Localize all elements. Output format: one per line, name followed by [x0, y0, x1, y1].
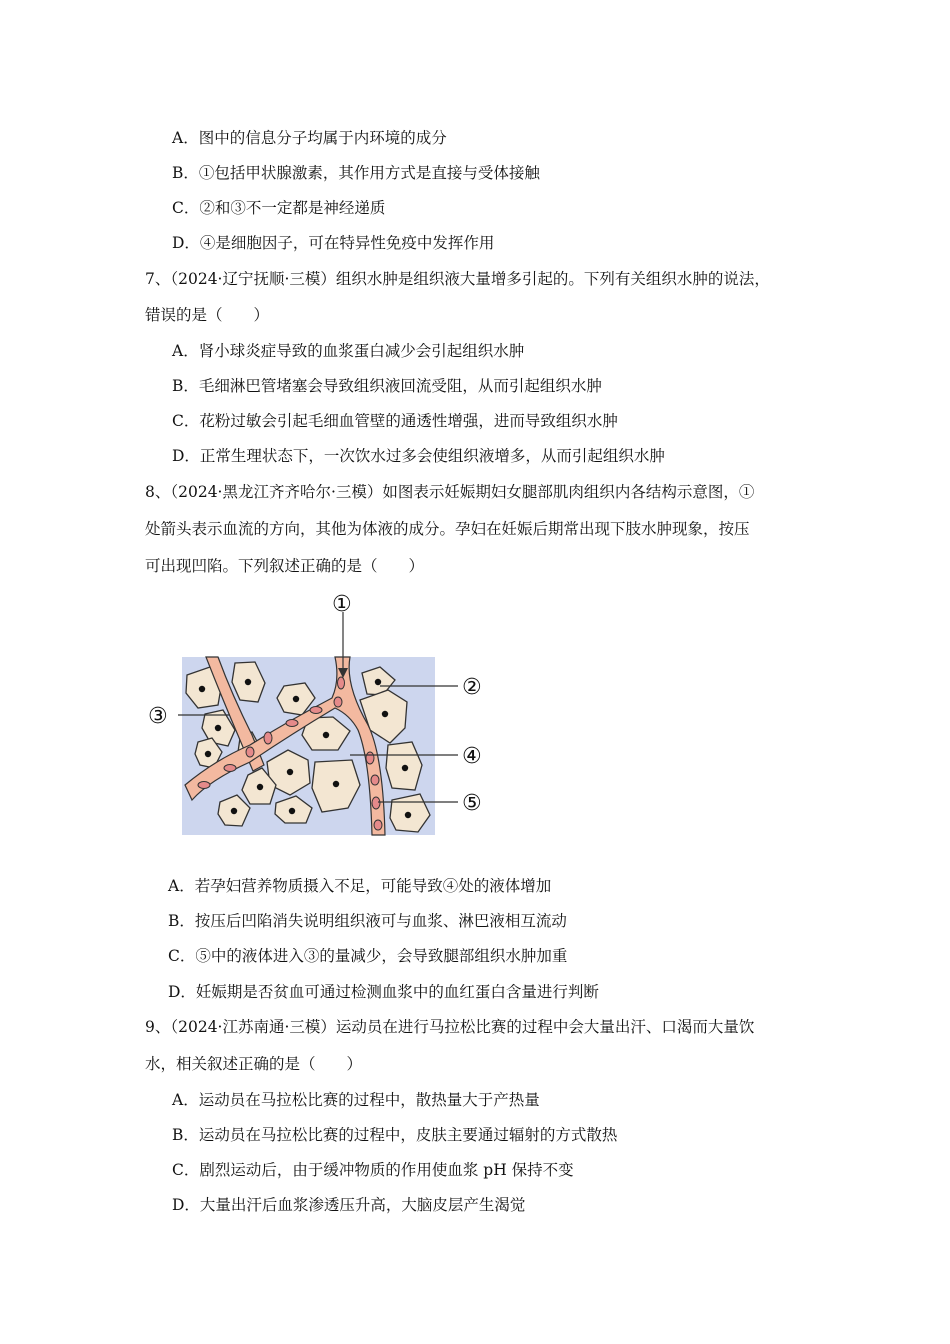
- q6-option-c: C．②和③不一定都是神经递质: [172, 199, 386, 217]
- figure-label-4: ④: [462, 744, 482, 769]
- q7-option-c: C．花粉过敏会引起毛细血管壁的通透性增强，进而导致组织水肿: [172, 412, 618, 430]
- q7-stem-line-1: 7、（2024·辽宁抚顺·三模）组织水肿是组织液大量增多引起的。下列有关组织水肿的说法，: [145, 270, 770, 288]
- q8-stem-line-1: 8、（2024·黑龙江齐齐哈尔·三模）如图表示妊娠期妇女腿部肌肉组织内各结构示意图，①: [145, 483, 755, 501]
- figure-label-5: ⑤: [462, 791, 482, 816]
- q9-stem-line-1: 9、（2024·江苏南通·三模）运动员在进行马拉松比赛的过程中会大量出汗、口渴而大量饮: [145, 1018, 755, 1036]
- tissue-diagram: [140, 590, 500, 840]
- figure-label-2: ②: [462, 675, 482, 700]
- q8-stem-line-3: 可出现凹陷。下列叙述正确的是（ ）: [145, 557, 425, 575]
- q6-option-d: D．④是细胞因子，可在特异性免疫中发挥作用: [172, 234, 495, 252]
- q7-option-d: D．正常生理状态下，一次饮水过多会使组织液增多，从而引起组织水肿: [172, 447, 665, 465]
- q6-option-a: A．图中的信息分子均属于内环境的成分: [172, 129, 447, 147]
- q9-option-d: D．大量出汗后血浆渗透压升高，大脑皮层产生渴觉: [172, 1196, 526, 1214]
- q7-option-a: A．肾小球炎症导致的血浆蛋白减少会引起组织水肿: [172, 342, 525, 360]
- figure-label-3: ③: [148, 704, 168, 729]
- q6-option-b: B．①包括甲状腺激素，其作用方式是直接与受体接触: [172, 164, 540, 182]
- q8-option-a: A．若孕妇营养物质摄入不足，可能导致④处的液体增加: [168, 877, 552, 895]
- q8-option-d: D．妊娠期是否贫血可通过检测血浆中的血红蛋白含量进行判断: [168, 983, 599, 1001]
- q9-option-b: B．运动员在马拉松比赛的过程中，皮肤主要通过辐射的方式散热: [172, 1126, 618, 1144]
- q8-option-b: B．按压后凹陷消失说明组织液可与血浆、淋巴液相互流动: [168, 912, 567, 930]
- q9-option-c: C．剧烈运动后，由于缓冲物质的作用使血浆 pH 保持不变: [172, 1161, 574, 1179]
- q8-option-c: C．⑤中的液体进入③的量减少，会导致腿部组织水肿加重: [168, 947, 568, 965]
- q7-option-b: B．毛细淋巴管堵塞会导致组织液回流受阻，从而引起组织水肿: [172, 377, 602, 395]
- q9-stem-line-2: 水，相关叙述正确的是（ ）: [145, 1055, 363, 1073]
- q8-stem-line-2: 处箭头表示血流的方向，其他为体液的成分。孕妇在妊娠后期常出现下肢水肿现象，按压: [145, 520, 750, 538]
- q9-option-a: A．运动员在马拉松比赛的过程中，散热量大于产热量: [172, 1091, 540, 1109]
- figure-label-1: ①: [332, 592, 352, 617]
- q7-stem-line-2: 错误的是（ ）: [145, 306, 270, 324]
